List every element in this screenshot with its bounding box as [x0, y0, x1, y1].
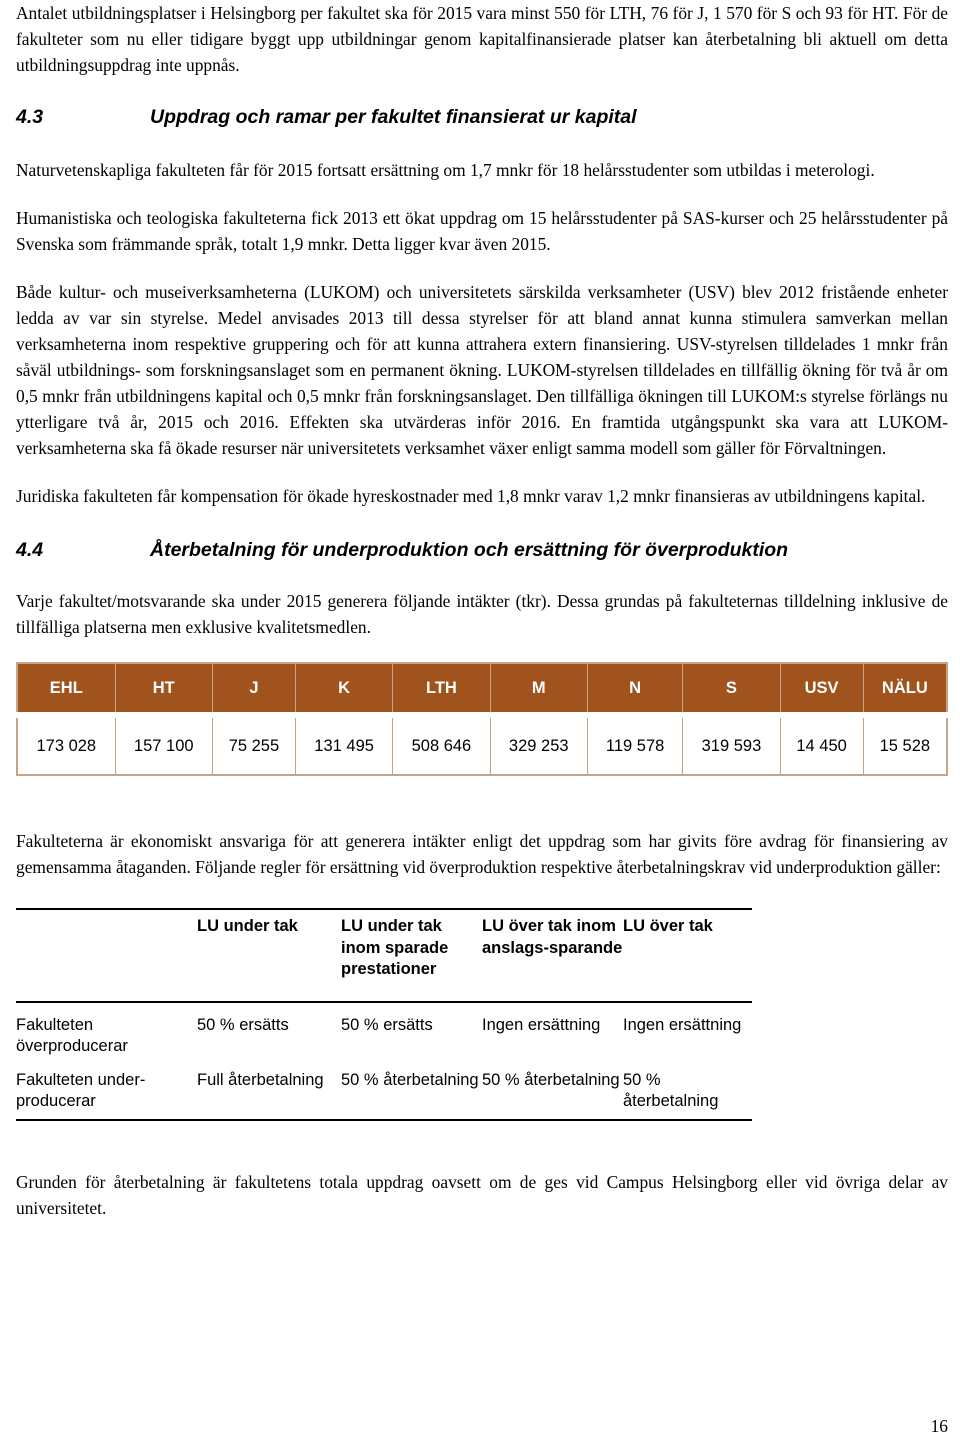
- rules-row-label: Fakulteten överproducerar: [16, 1015, 128, 1055]
- fee-value-cell: 157 100: [115, 715, 212, 775]
- rules-header-row: [16, 909, 752, 1002]
- fee-value-cell: 329 253: [490, 715, 587, 775]
- fee-header-cell: USV: [780, 663, 863, 715]
- paragraph-lukom-usv: Både kultur- och museiverksamheterna (LUKOM) och universitetets särskilda verksamheter (USV) blev 2012 fristående enheter ledda av var sin styrelse. Medel anvisades 2013 till dessa styrelser för att bland annat kunna stimulera samverkan mellan verksamheterna inom respektive gruppering och för att kunna attrahera extern finansiering. USV-styrelsen tilldelades 1 mnkr från såväl utbildnings- som forskningsanslaget som en permanent ökning. LUKOM-styrelsen tilldelades en tillfällig ökning för två år om 0,5 mnkr från utbildningens kapital och 0,5 mnkr från forskningsanslaget. Den tillfälliga ökningen till LUKOM:s styrelse förlängs nu ytterligare två år, 2015 och 2016. Effekten ska utvärderas inför 2016. En framtida utgångspunkt ska vara att LUKOM-verksamheterna ska få ökade resurser när universitetets verksamhet växer enligt samma modell som gäller för Förvaltningen.: [16, 282, 948, 458]
- rules-cell: Ingen ersättning: [623, 1015, 742, 1034]
- rules-table: [16, 908, 752, 1121]
- fee-header-cell: NÄLU: [863, 663, 947, 715]
- section-number: 4.3: [16, 106, 44, 128]
- rules-cell: Ingen ersättning: [482, 1015, 601, 1034]
- fee-header-cell: J: [212, 663, 295, 715]
- fee-table-value-row: [17, 715, 947, 775]
- fee-header-cell: HT: [115, 663, 212, 715]
- fee-value-cell: 319 593: [683, 715, 780, 775]
- fee-header-cell: K: [295, 663, 392, 715]
- page-number: 16: [930, 1416, 948, 1436]
- rules-cell: 50 % ersätts: [197, 1015, 289, 1034]
- document-page: [16, 0, 948, 1221]
- fee-header-cell: LTH: [393, 663, 490, 715]
- fee-header-cell: EHL: [17, 663, 115, 715]
- rules-header-cell: LU över tak inom anslags-sparande: [482, 909, 623, 1002]
- paragraph-intakter: Varje fakultet/motsvarande ska under 2015 generera följande intäkter (tkr). Dessa grundas på fakulteternas tilldelning inklusive de tillfälliga platserna men exklusive kvalitetsmedlen.: [16, 591, 948, 637]
- fee-value-cell: 75 255: [212, 715, 295, 775]
- rules-cell: 50 % återbetalning: [341, 1058, 482, 1120]
- fee-value-cell: 14 450: [780, 715, 863, 775]
- section-title: Uppdrag och ramar per fakultet finansierat ur kapital: [150, 106, 637, 128]
- fee-header-cell: S: [683, 663, 780, 715]
- paragraph-juridiska: Juridiska fakulteten får kompensation för ökade hyreskostnader med 1,8 mnkr varav 1,2 mnkr finansieras av utbildningens kapital.: [16, 486, 926, 506]
- rules-header-cell: [16, 909, 197, 1002]
- paragraph-naturvetenskap: Naturvetenskapliga fakulteten får för 2015 fortsatt ersättning om 1,7 mnkr för 18 helårsstudenter som utbildas i meterologi.: [16, 160, 875, 180]
- fee-header-cell: M: [490, 663, 587, 715]
- fee-value-cell: 15 528: [863, 715, 947, 775]
- rules-cell: 50 % återbetalning: [623, 1058, 752, 1120]
- paragraph-humanistiska: Humanistiska och teologiska fakulteterna fick 2013 ett ökat uppdrag om 15 helårsstudenter på SAS-kurser och 25 helårsstudenter på Svenska som främmande språk, totalt 1,9 mnkr. Detta ligger kvar även 2015.: [16, 208, 948, 254]
- fee-table-header-row: [17, 663, 947, 715]
- fee-value-cell: 173 028: [17, 715, 115, 775]
- rules-row-label: Fakulteten under-producerar: [16, 1058, 197, 1120]
- fee-value-cell: 508 646: [393, 715, 490, 775]
- rules-header-cell: LU under tak inom sparade prestationer: [341, 909, 482, 1002]
- rules-header-cell: LU över tak: [623, 909, 752, 1002]
- fee-table: [16, 662, 948, 776]
- fee-value-cell: 119 578: [587, 715, 682, 775]
- section-heading-4-4: [16, 539, 948, 562]
- rules-cell: 50 % återbetalning: [482, 1058, 623, 1120]
- rules-row: [16, 1002, 752, 1058]
- rules-header-cell: LU under tak: [197, 909, 341, 1002]
- paragraph-grunden: Grunden för återbetalning är fakultetens totala uppdrag oavsett om de ges vid Campus Helsingborg eller vid övriga delar av universitetet.: [16, 1171, 948, 1218]
- fee-value-cell: 131 495: [295, 715, 392, 775]
- fee-header-cell: N: [587, 663, 682, 715]
- paragraph-intro: Antalet utbildningsplatser i Helsingborg per fakultet ska för 2015 vara minst 550 för LTH, 76 för J, 1 570 för S och 93 för HT. För de fakulteter som nu eller tidigare byggt upp utbildningar genom kapitalfinansierade platser kan återbetalning bli aktuell om detta utbildningsuppdrag inte uppnås.: [16, 3, 948, 75]
- rules-cell: Full återbetalning: [197, 1058, 341, 1120]
- rules-row: [16, 1058, 752, 1120]
- section-title: Återbetalning för underproduktion och ersättning för överproduktion: [150, 539, 789, 561]
- rules-cell: 50 % ersätts: [341, 1015, 433, 1034]
- section-number: 4.4: [16, 539, 44, 561]
- section-heading-4-3: [16, 106, 948, 129]
- paragraph-ansvar: Fakulteterna är ekonomiskt ansvariga för att generera intäkter enligt det uppdrag som har givits före avdrag för finansiering av gemensamma åtaganden. Följande regler för ersättning vid överproduktion respektive återbetalningskrav vid underproduktion gäller:: [16, 831, 948, 877]
